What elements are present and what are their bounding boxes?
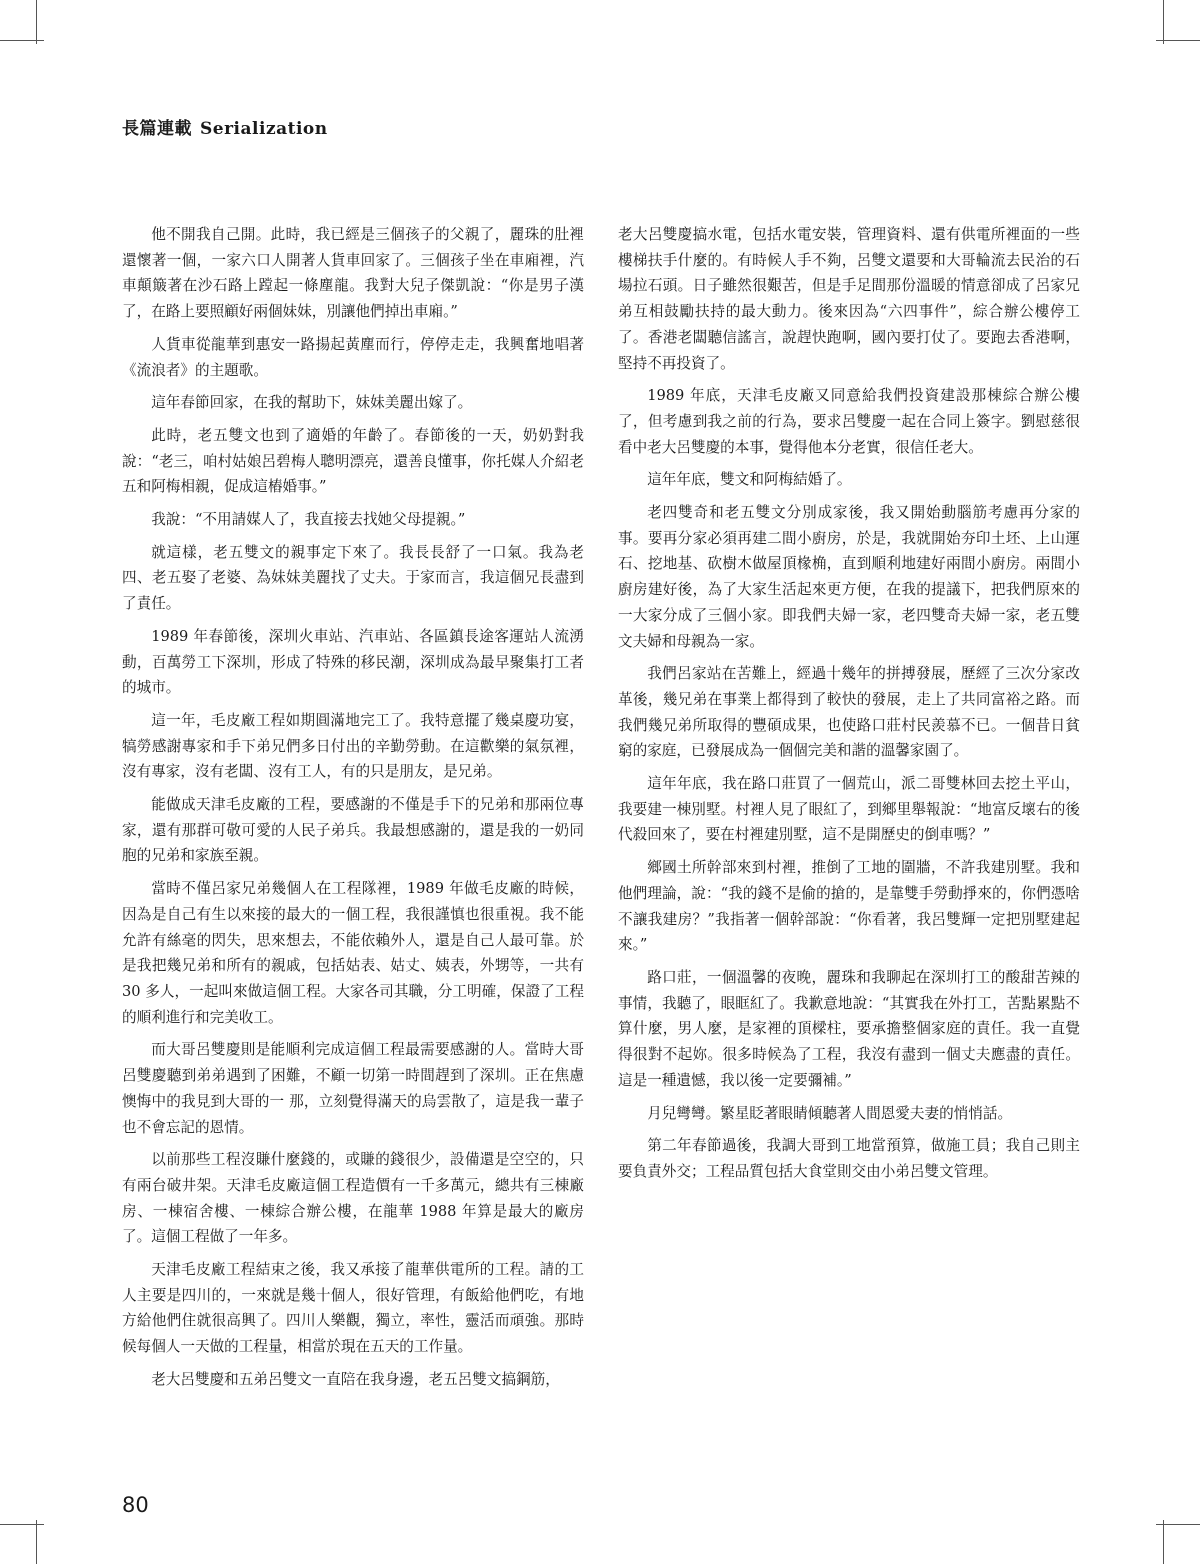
crop-mark bbox=[1163, 1520, 1164, 1564]
paragraph: 這一年，毛皮廠工程如期圓滿地完工了。我特意擺了幾桌慶功宴，犒勞感謝專家和手下弟兄們多日付出的辛勤勞動。在這歡樂的氣氛裡，沒有專家，沒有老闆、沒有工人，有的只是朋友，是兄弟。 bbox=[122, 711, 584, 781]
paragraph: 路口莊，一個溫馨的夜晚，麗珠和我聊起在深圳打工的酸甜苦辣的事情，我聽了，眼眶紅了。我歉意地說：“其實我在外打工，苦點累點不算什麼，男人麼，是家裡的頂樑柱，要承擔整個家庭的責任。我一直覺得很對不起妳。很多時候為了工程，我沒有盡到一個丈夫應盡的責任。這是一種遺憾，我以後一定要彌補。” bbox=[618, 968, 1080, 1089]
paragraph-continuation: 老大呂雙慶搞水電，包括水電安裝，管理資料、還有供電所裡面的一些樓梯扶手什麼的。有時候人手不夠，呂雙文還要和大哥輪流去民治的石場拉石頭。日子雖然很艱苦，但是手足間那份溫暖的情意卻成了呂家兄弟互相鼓勵扶持的最大動力。後來因為“六四事件”，綜合辦公樓停工了。香港老闆聽信謠言，說趕快跑啊，國內要打仗了。要跑去香港啊，堅持不再投資了。 bbox=[618, 226, 1080, 372]
header-english-title: Serialization bbox=[200, 119, 328, 139]
paragraph: 就這樣，老五雙文的親事定下來了。我長長舒了一口氣。我為老四、老五娶了老婆、為妹妹美麗找了丈夫。于家而言，我這個兄長盡到了責任。 bbox=[122, 543, 584, 613]
paragraph: 這年年底，雙文和阿梅結婚了。 bbox=[647, 471, 852, 489]
crop-mark bbox=[1156, 1524, 1200, 1525]
paragraph: 人貨車從龍華到惠安一路揚起黃塵而行，停停走走，我興奮地唱著《流浪者》的主題歌。 bbox=[122, 335, 584, 379]
paragraph: 老大呂雙慶和五弟呂雙文一直陪在我身邊，老五呂雙文搞鋼筋， bbox=[151, 1370, 560, 1388]
page-number: 80 bbox=[122, 1493, 149, 1517]
paragraph: 天津毛皮廠工程結束之後，我又承接了龍華供電所的工程。請的工人主要是四川的，一來就是幾十個人，很好管理，有飯給他們吃，有地方給他們住就很高興了。四川人樂觀，獨立，率性，靈活而頑強。那時候每個人一天做的工程量，相當於現在五天的工作量。 bbox=[122, 1261, 584, 1356]
header-chinese-title: 長篇連載 bbox=[122, 119, 192, 139]
paragraph: 這年年底，我在路口莊買了一個荒山，派二哥雙林回去挖土平山，我要建一棟別墅。村裡人見了眼紅了，到鄉里舉報說：“地富反壞右的後代殺回來了，要在村裡建別墅，這不是開歷史的倒車嗎？” bbox=[618, 775, 1080, 844]
crop-mark bbox=[36, 1520, 37, 1564]
paragraph: 1989 年春節後，深圳火車站、汽車站、各區鎮長途客運站人流湧動，百萬勞工下深圳，形成了特殊的移民潮，深圳成為最早聚集打工者的城市。 bbox=[122, 627, 584, 697]
paragraph: 月兒彎彎。繁星眨著眼睛傾聽著人間恩愛夫妻的悄悄話。 bbox=[647, 1104, 1013, 1122]
paragraph: 以前那些工程沒賺什麼錢的，或賺的錢很少，設備還是空空的，只有兩台破井架。天津毛皮廠這個工程造價有一千多萬元，總共有三棟廠房、一棟宿舍樓、一棟綜合辦公樓，在龍華 1988 年算是最大的廠房了。這個工程做了一年多。 bbox=[122, 1151, 584, 1246]
crop-mark bbox=[0, 40, 44, 41]
paragraph: 我說：“不用請媒人了，我直接去找她父母提親。” bbox=[151, 511, 466, 529]
paragraph: 鄉國土所幹部來到村裡，推倒了工地的圍牆，不許我建別墅。我和他們理論，說：“我的錢不是偷的搶的，是靠雙手勞動掙來的，你們憑啥不讓我建房？”我指著一個幹部說：“你看著，我呂雙輝一定把別墅建起來。” bbox=[618, 859, 1080, 954]
paragraph: 這年春節回家，在我的幫助下，妹妹美麗出嫁了。 bbox=[151, 394, 473, 412]
crop-mark bbox=[1156, 40, 1200, 41]
left-column bbox=[122, 222, 584, 1400]
paragraph: 我們呂家站在苦難上，經過十幾年的拼搏發展，歷經了三次分家改革後，幾兄弟在事業上都得到了較快的發展，走上了共同富裕之路。而我們幾兄弟所取得的豐碩成果，也使路口莊村民羨慕不已。一個昔日貧窮的家庭，已發展成為一個個完美和諧的溫馨家園了。 bbox=[618, 665, 1080, 760]
paragraph: 當時不僅呂家兄弟幾個人在工程隊裡，1989 年做毛皮廠的時候，因為是自己有生以來接的最大的一個工程，我很謹慎也很重視。我不能允許有絲毫的閃失，思來想去，不能依賴外人，還是自己人最可靠。於是我把幾兄弟和所有的親戚，包括姑表、姑丈、姨表，外甥等，一共有 30 多人，一起叫來做這個工程。大家各司其職，分工明確，保證了工程的順利進行和完美收工。 bbox=[122, 880, 584, 1026]
paragraph: 而大哥呂雙慶則是能順利完成這個工程最需要感謝的人。當時大哥呂雙慶聽到弟弟遇到了困難，不顧一切第一時間趕到了深圳。正在焦慮懊悔中的我見到大哥的一 那，立刻覺得滿天的烏雲散了，這是我一輩子也不會忘記的恩情。 bbox=[122, 1041, 584, 1136]
right-column bbox=[618, 222, 1080, 1192]
paragraph: 老四雙奇和老五雙文分別成家後，我又開始動腦筋考慮再分家的事。要再分家必須再建二間小廚房，於是，我就開始夯印土坯、上山運石、挖地基、砍樹木做屋頂椽桷，直到順利地建好兩間小廚房。兩間小廚房建好後，為了大家生活起來更方便，在我的提議下，把我們原來的一大家分成了三個小家。即我們夫婦一家，老四雙奇夫婦一家，老五雙文夫婦和母親為一家。 bbox=[618, 504, 1080, 650]
crop-mark bbox=[0, 1524, 44, 1525]
paragraph: 1989 年底，天津毛皮廠又同意給我們投資建設那棟綜合辦公樓了，但考慮到我之前的行為，要求呂雙慶一起在合同上簽字。劉慰慈很看中老大呂雙慶的本事，覺得他本分老實，很信任老大。 bbox=[618, 387, 1080, 456]
crop-mark bbox=[36, 0, 37, 44]
crop-mark bbox=[1163, 0, 1164, 44]
paragraph: 能做成天津毛皮廠的工程，要感謝的不僅是手下的兄弟和那兩位專家，還有那群可敬可愛的人民子弟兵。我最想感謝的，還是我的一奶同胞的兄弟和家族至親。 bbox=[122, 796, 584, 865]
paragraph: 他不開我自己開。此時，我已經是三個孩子的父親了，麗珠的肚裡還懷著一個，一家六口人開著人貨車回家了。三個孩子坐在車廂裡，汽車顛簸著在沙石路上蹚起一條塵龍。我對大兒子傑凱說：“你是男子漢了，在路上要照顧好兩個妹妹，別讓他們掉出車廂。” bbox=[122, 226, 584, 321]
paragraph: 第二年春節過後，我調大哥到工地當預算，做施工員；我自己則主要負責外交；工程品質包括大食堂則交由小弟呂雙文管理。 bbox=[618, 1137, 1080, 1180]
running-header bbox=[122, 114, 328, 139]
paragraph: 此時，老五雙文也到了適婚的年齡了。春節後的一天，奶奶對我說：“老三，咱村姑娘呂碧梅人聰明漂亮，還善良懂事，你托媒人介紹老五和阿梅相親，促成這樁婚事。” bbox=[122, 426, 584, 496]
